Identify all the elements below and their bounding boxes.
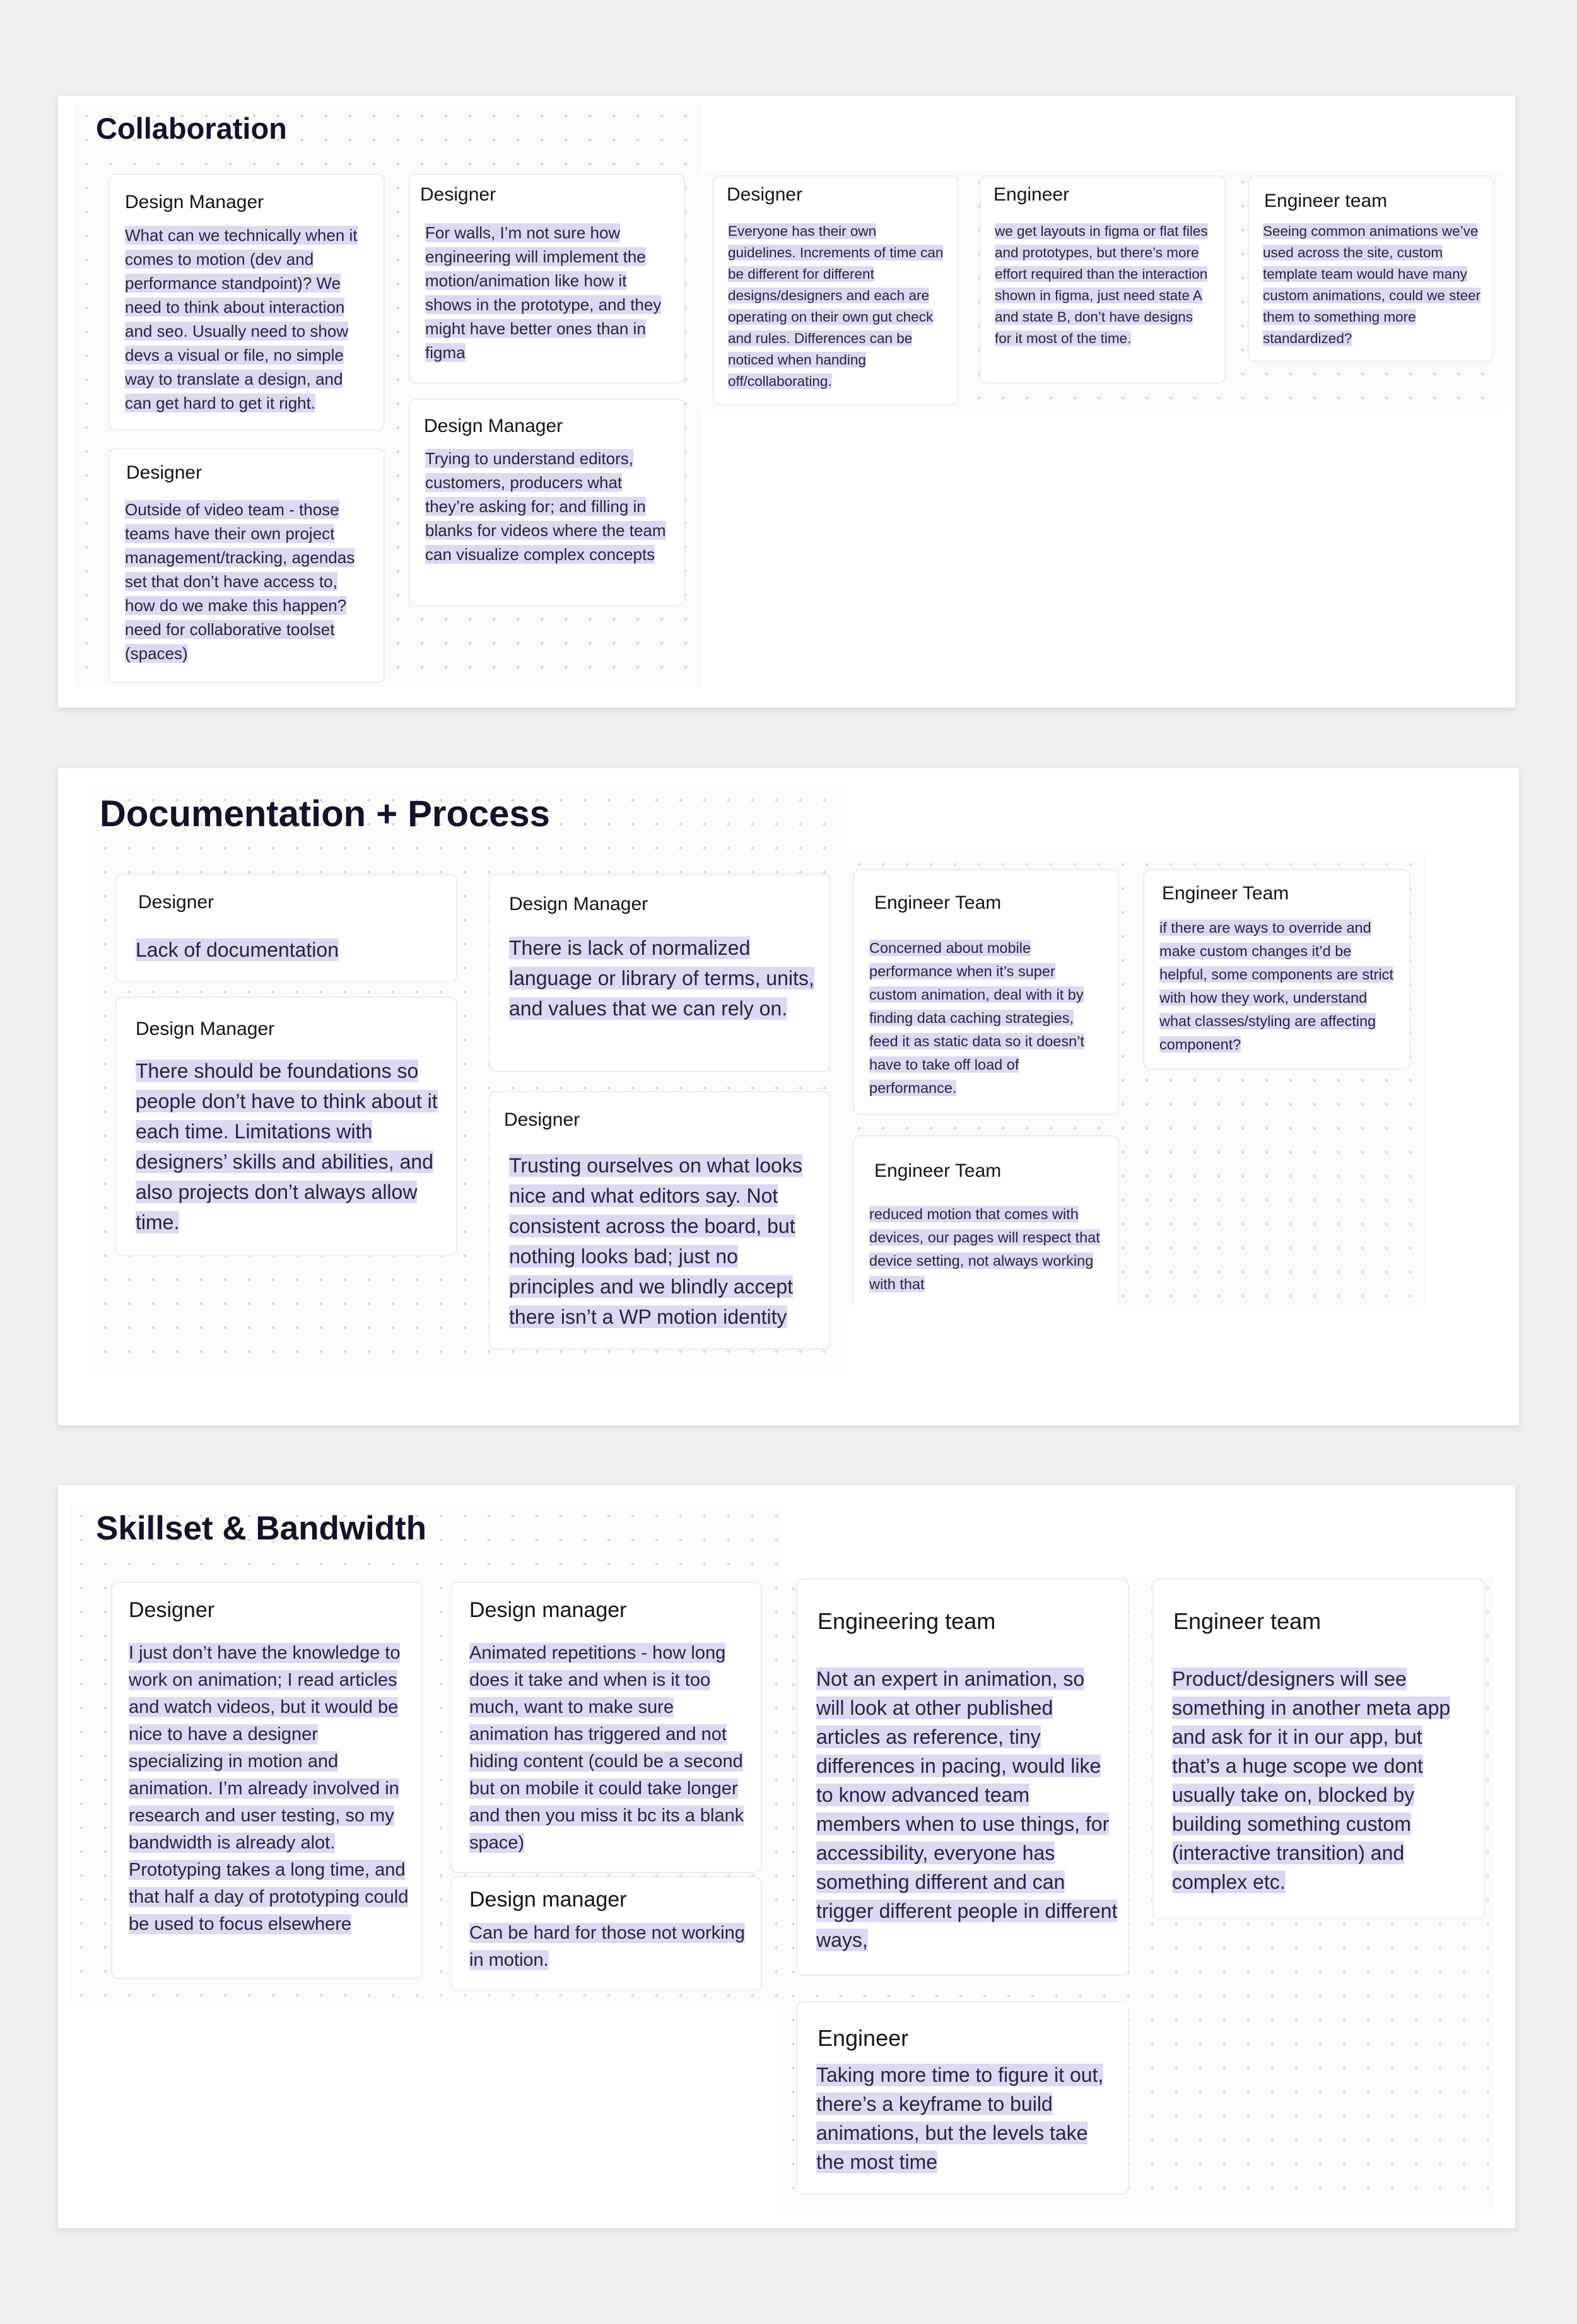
note-text: I just don’t have the knowledge to work on animation; I read articles and watch videos, but it would be nice to have a designer specializing in motion and animation. I’m already involved in research and user testing, so my bandwidth is already alot. Prototyping takes a long time, and that half a day of prototyping could be used to focus elsewhere bbox=[129, 1643, 409, 1934]
note-role: Design Manager bbox=[125, 192, 264, 213]
note-text: Trusting ourselves on what looks nice and what editors say. Not consistent across the board, but nothing looks bad; just no principles and we blindly accept there isn’t a WP motion identity bbox=[509, 1154, 802, 1328]
section-title: Collaboration bbox=[96, 112, 287, 145]
note-role: Engineer Team bbox=[1162, 883, 1289, 904]
note-role: Designer bbox=[727, 184, 803, 205]
note-role: Design Manager bbox=[136, 1019, 275, 1039]
note-text: reduced motion that comes with devices, our pages will respect that device setting, not always working with that bbox=[869, 1206, 1100, 1292]
note-text: There should be foundations so people don’t have to think about it each time. Limitations with designers’ skills and abilities, and also projects don’t always allow time. bbox=[136, 1060, 438, 1234]
note-card[interactable] bbox=[489, 873, 831, 1072]
note-role: Designer bbox=[420, 184, 496, 205]
note-card[interactable] bbox=[489, 1091, 831, 1350]
note-text: Seeing common animations we’ve used across the site, custom template team would have many custom animations, could we steer them to something more standardized? bbox=[1263, 223, 1481, 346]
note-card[interactable] bbox=[409, 399, 685, 607]
section-title: Documentation + Process bbox=[100, 793, 550, 834]
note-role: Design Manager bbox=[509, 894, 648, 914]
note-card[interactable] bbox=[409, 173, 685, 383]
note-role: Designer bbox=[138, 892, 214, 913]
note-role: Designer bbox=[129, 1598, 215, 1622]
note-role: Engineer bbox=[818, 2025, 909, 2051]
note-role: Design manager bbox=[469, 1888, 627, 1912]
note-text: Product/designers will see something in another meta app and ask for it in our app, but that’s a huge scope we dont usually take on, blocked by building something custom (interactive transition) and complex etc. bbox=[1172, 1667, 1451, 1893]
note-text: Concerned about mobile performance when it’s super custom animation, deal with it by finding data caching strategies, feed it as static data so it doesn’t have to take off load of performance. bbox=[869, 940, 1084, 1096]
note-card[interactable] bbox=[1248, 175, 1494, 362]
note-text: For walls, I’m not sure how engineering will implement the motion/animation like how it shows in the prototype, and they might have better ones than in figma bbox=[425, 223, 662, 362]
note-text: Not an expert in animation, so will look at other published articles as reference, tiny differences in pacing, would like to know advanced team members when to use things, for accessibility, everyone has something different and can trigger different people in different ways, bbox=[816, 1667, 1118, 1951]
note-card[interactable] bbox=[115, 996, 457, 1256]
note-text: Can be hard for those not working in motion. bbox=[469, 1923, 745, 1970]
note-role: Engineer team bbox=[1173, 1608, 1322, 1634]
note-role: Engineer bbox=[994, 184, 1070, 205]
note-text: Everyone has their own guidelines. Increments of time can be different for different designs/designers and each are operating on their own gut check and rules. Differences can be noticed when handing off/collaborating. bbox=[728, 223, 944, 389]
note-card[interactable] bbox=[853, 1135, 1119, 1305]
note-card[interactable] bbox=[1143, 869, 1410, 1070]
note-text: Taking more time to figure it out, there’s a keyframe to build animations, but the levels take the most time bbox=[816, 2064, 1104, 2173]
note-card[interactable] bbox=[108, 173, 385, 431]
note-text: Lack of documentation bbox=[136, 938, 339, 961]
note-text: Trying to understand editors, customers, producers what they’re asking for; and filling in blanks for videos where the team can visualize complex concepts bbox=[425, 449, 666, 564]
note-text: we get layouts in figma or flat files and prototypes, but there’s more effort required than the interaction shown in figma, just need state A and state B, don’t have designs for it most of the time. bbox=[995, 223, 1208, 346]
note-card[interactable] bbox=[450, 1876, 762, 1991]
note-text: Outside of video team - those teams have their own project management/tracking, agendas set that don’t have access to, how do we make this happen? need for collaborative toolset (spaces) bbox=[125, 500, 355, 663]
section-title: Skillset & Bandwidth bbox=[96, 1510, 427, 1547]
note-card[interactable] bbox=[796, 2001, 1129, 2195]
note-role: Design Manager bbox=[424, 416, 563, 436]
note-text: There is lack of normalized language or library of terms, units, and values that we can rely on. bbox=[509, 937, 814, 1020]
note-card[interactable] bbox=[796, 1579, 1129, 1976]
note-card[interactable] bbox=[1152, 1579, 1485, 1919]
note-card[interactable] bbox=[115, 873, 457, 983]
note-text: Animated repetitions - how long does it take and when is it too much, want to make sure animation has triggered and not hiding content (could be a second but on mobile it could take longer and then you miss it bc its a blank space) bbox=[469, 1643, 744, 1853]
note-role: Design manager bbox=[469, 1598, 627, 1622]
note-card[interactable] bbox=[853, 869, 1119, 1115]
note-card[interactable] bbox=[713, 175, 959, 406]
note-card[interactable] bbox=[111, 1582, 423, 1979]
note-role: Engineer Team bbox=[874, 1160, 1002, 1181]
note-card[interactable] bbox=[980, 175, 1226, 383]
note-role: Designer bbox=[126, 462, 202, 483]
note-text: if there are ways to override and make custom changes it’d be helpful, some components are strict with how they work, understand what classes/styling are affecting component? bbox=[1159, 920, 1393, 1053]
note-role: Engineering team bbox=[818, 1608, 996, 1634]
note-role: Engineer team bbox=[1264, 190, 1388, 211]
note-card[interactable] bbox=[450, 1582, 762, 1873]
note-card[interactable] bbox=[108, 448, 385, 683]
note-role: Designer bbox=[504, 1109, 580, 1130]
note-role: Engineer Team bbox=[874, 892, 1002, 913]
note-text: What can we technically when it comes to motion (dev and performance standpoint)? We need to think about interaction and seo. Usually need to show devs a visual or file, no simple way to translate a design, and can get hard to get it right. bbox=[125, 226, 358, 412]
